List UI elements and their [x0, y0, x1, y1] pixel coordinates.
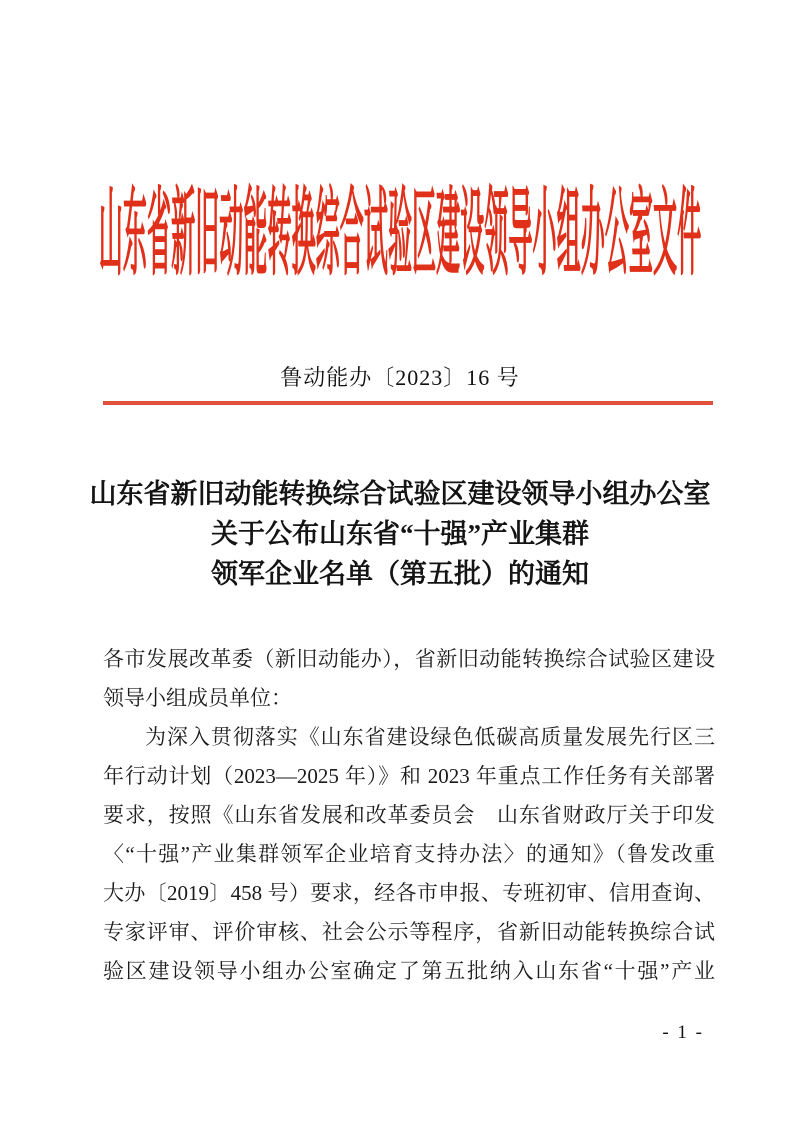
red-header-banner: [0, 180, 800, 287]
body-line-9: 验区建设领导小组办公室确定了第五批纳入山东省“十强”产业: [103, 959, 715, 983]
body-line-7: 大办〔2019〕458 号）要求，经各市申报、专班初审、信用查询、: [103, 881, 715, 905]
body-line-3: 为深入贯彻落实《山东省建设绿色低碳高质量发展先行区三: [145, 725, 715, 749]
doc-number: 鲁动能办〔2023〕16 号: [280, 365, 520, 390]
notice-title-line-3: 领军企业名单（第五批）的通知: [211, 559, 589, 589]
red-divider-line: [103, 401, 713, 405]
notice-title: [0, 474, 800, 594]
page-number: - 1 -: [662, 1022, 704, 1043]
notice-title-line-1: 山东省新旧动能转换综合试验区建设领导小组办公室: [89, 479, 711, 509]
notice-title-line-2: 关于公布山东省“十强”产业集群: [211, 519, 589, 549]
body-text: [103, 640, 715, 991]
body-line-6: 〈“十强”产业集群领军企业培育支持办法〉的通知》（鲁发改重: [103, 842, 715, 866]
body-line-2: 领导小组成员单位：: [103, 686, 292, 710]
body-line-5: 要求，按照《山东省发展和改革委员会 山东省财政厅关于印发: [103, 803, 715, 827]
red-header-banner-text: 山东省新旧动能转换综合试验区建设领导小组办公室文件: [98, 180, 702, 287]
body-line-8: 专家评审、评价审核、社会公示等程序，省新旧动能转换综合试: [103, 920, 715, 944]
body-line-4: 年行动计划（2023—2025 年）》和 2023 年重点工作任务有关部署: [103, 764, 715, 788]
body-line-1: 各市发展改革委（新旧动能办），省新旧动能转换综合试验区建设: [103, 647, 715, 671]
